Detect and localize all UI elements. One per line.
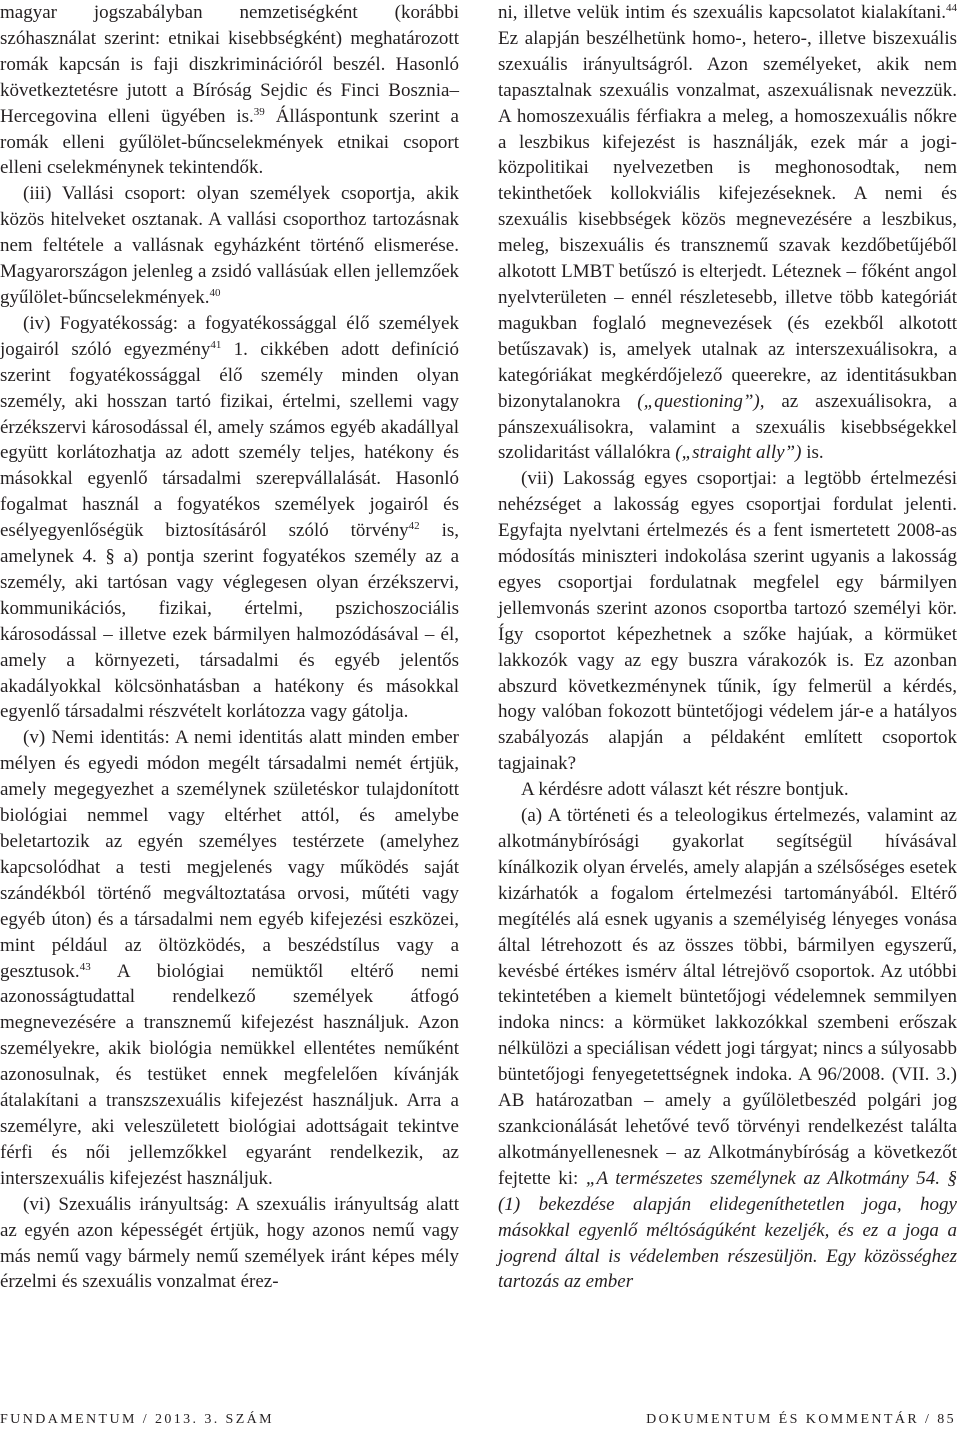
footer-section-page: DOKUMENTUM ÉS KOMMENTÁR / 85 <box>646 1412 956 1427</box>
paragraph-population-groups: (vii) Lakosság egyes csoportjai: a legtöbb értelmezési nehézséget a lakosság egyes csoportjai fordulat jelenti. Egyfajta nyelvtani értelmezés és a fent ismertetett 2008-as módosítás miniszteri indokolása szerint ugyanis a lakosság egyes csoportjai fordulatnak megfelel egy bármilyen jellemvonás szerint azonos csoportba tartozó személyi kör. Így csoportot képezhetnek a szőke hajúak, a körmüket lakkozók vagy az egy buszra várakozók is. Ez azonban abszurd következménynek tűnik, így felmerül a kérdés, hogy valóban fokozott büntetőjogi védelem jár-e a hatályos szabályozás alapján a példaként említett csoportok tagjainak? <box>498 468 957 775</box>
quotation: „A természetes személynek az Alkotmány 54. § (1) bekezdése alapján elidegeníthetetlen joga, hogy másokkal egyenlő méltóságúként kezeljék, és ez a joga a jogrend által is védelemben részesüljön. Egy közösséghez tartozás az ember <box>498 1167 957 1293</box>
paragraph-sexual-orientation: (vi) Szexuális irányultság: A szexuális irányultság alatt az egyén azon képességét értjük, hogy azonos nemű vagy más nemű vagy bármely nemű személyek iránt képes mély érzelmi és szexuális vonzalmat érez- <box>0 1193 459 1293</box>
paragraph-disability: (iv) Fogyatékosság: a fogyatékossággal élő személyek jogairól szóló egyezmény$^{41}$ 1. cikkében adott definíció szerint fogyatékossággal élő személy minden olyan személy, aki hosszan tartó fizikai, értelmi, szellemi vagy érzékszervi károsodással él, amely számos egyéb akadállyal együtt korlátozhatja az adott személy teljes, hatékony és másokkal egyenlő társadalmi szerepvállalását. Hasonló fogalmat használ a fogyatékos személyek jogairól és esélyegyenlőségük biztosításáról szóló törvény$^{42}$ is, amelynek 4. § a) pontja szerint fogyatékos személy az a személy, aki tartósan vagy véglegesen olyan érzékszervi, kommunikációs, fizikai, értelmi, pszichoszociális károsodással – illetve ezek bármilyen halmozódásával – él, amely a környezeti, társadalmi és egyéb jelentős akadályokkal kölcsönhatásban a hatékony és másokkal egyenlő társadalmi részvételt korlátozza vagy gátolja. <box>0 312 459 723</box>
paragraph: ni, illetve velük intim és szexuális kapcsolatot kialakítani.$^{44}$ Ez alapján beszélhetünk homo-, hetero-, illetve biszexuális szexuális irányultságról. Azon személyeket, akik nem tapasztalnak szexuális vonzalmat, aszexuálisnak nevezzük. A homoszexuális férfiakra a meleg, a homoszexuális nőkre a leszbikus kifejezést is használják, ezek már a jogi-közpolitikai nyelvezetben is meghonosodtak, nem tekinthetőek kollokviális kifejezéseknek. A nemi és szexuális kisebbségek közös megnevezésére a leszbikus, meleg, biszexuális és transznemű szavak kezdőbetűjéből alkotott LMBT betűszó is elterjedt. Léteznek – főként angol nyelvterületen – ennél részletesebb, illetve több kategóriát magukban foglaló megnevezések (és ezekből alkotott betűszavak) is, amelyek utalnak az interszexuálisokra, a kategóriákat megkérdőjelező queerekre, az identitásukban bizonytalanokra („questioning”), az aszexuálisokra, a pánszexuálisokra, valamint a szexuális kisebbségekkel szolidaritást vállalókra („straight ally”) is. <box>498 2 957 464</box>
footnote-ref[interactable]: 44 <box>946 2 957 14</box>
paragraph: magyar jogszabályban nemzetiségként (korábbi szóhasználat szerint: etnikai kisebbségként) meghatározott romák kapcsán is faji diszkriminációról beszél. Hasonló következtetésre jutott a Bíróság Sejdic és Finci Bosznia–Hercegovina elleni ügyében is.$^{39}$ Álláspontunk szerint a romák elleni gyűlölet-bűncselekmények etnikai csoport elleni cselekménynek tekintendők. <box>0 2 459 179</box>
footer-journal: FUNDAMENTUM / 2013. 3. SZÁM <box>0 1412 275 1427</box>
right-column <box>498 0 957 1295</box>
footnote-ref[interactable]: 39 <box>253 105 265 118</box>
paragraph-interpretation: (a) A történeti és a teleologikus értelmezés, valamint az alkotmánybírósági gyakorlat segítségül hívásával kínálkozik olyan érvelés, amely alapján a szélsőséges esetek kizárhatók a fogalom értelmezési tartományából. Eltérő megítélés alá esnek ugyanis a személyiség lényeges vonása által létrehozott és az összes többi, bármilyen egyszerű, kevésbé értékes ismérv által létrejövő csoportok. Az utóbbi tekintetében a kiemelt büntetőjogi védelemnek semmilyen indoka nincs: a körmüket lakkozókkal szembeni erőszak nélkülözi a speciálisan védett jogi tárgyat; nincs a súlyosabb büntetőjogi fenyegetettségnek indoka. A 96/2008. (VII. 3.) AB határozatban – amely a gyűlöletbeszéd polgári jog szankcionálását lehetővé tevő törvényi rendelkezést találta alkotmányellenesnek – az Alkotmánybíróság a következőt fejtette ki: „A természetes személynek az Alkotmány 54. § (1) bekezdése alapján elidegeníthetetlen joga, hogy másokkal egyenlő méltóságúként kezeljék, és ez a joga a jogrend által is védelemben részesüljön. Egy közösséghez tartozás az ember <box>498 805 957 1293</box>
paragraph-religious-group: (iii) Vallási csoport: olyan személyek csoportja, akik közös hitelveket osztanak. A vallási csoporthoz tartozásnak nem feltétele a vallásnak egyházként történő elismerése. Magyarországon jelenleg a zsidó vallásúak ellen jellemzőek gyűlölet-bűncselekmények.$^{40}$ <box>0 183 459 308</box>
paragraph: A kérdésre adott választ két részre bontjuk. <box>521 779 849 801</box>
footnote-ref[interactable]: 42 <box>408 520 420 533</box>
footnote-ref[interactable]: 41 <box>210 338 222 351</box>
left-column <box>0 0 459 1295</box>
footnote-ref[interactable]: 40 <box>209 286 221 299</box>
paragraph-gender-identity: (v) Nemi identitás: A nemi identitás alatt minden ember mélyen és egyedi módon megélt társadalmi nemét értjük, amely megegyezhet a személynek születéskor tulajdonított biológiai nemmel vagy eltérhet attól, és amelybe beletartozik az egyén személyes testérzete (amelyhez kapcsolódhat a testi megjelenés vagy működés saját szándékból történő megváltoztatása orvosi, műtéti vagy egyéb úton) és a társadalmi nem egyéb kifejezési eszközei, mint például az öltözködés, a beszédstílus vagy a gesztusok.$^{43}$ A biológiai nemüktől eltérő nemi azonosságtudattal rendelkező személyek átfogó megnevezésére a transznemű kifejezést használjuk. Azon személyekre, akik biológia nemükkel ellentétes neműként azonosulnak, és testüket ennek megfelelően kívánják átalakítani a transzszexuális kifejezést használjuk. Arra a személyre, aki veleszületett biológiai adottságait tekintve férfi és női jellemzőkkel egyaránt rendelkezik, az interszexuális kifejezést használjuk. <box>0 727 459 1189</box>
footnote-ref[interactable]: 43 <box>79 960 91 973</box>
